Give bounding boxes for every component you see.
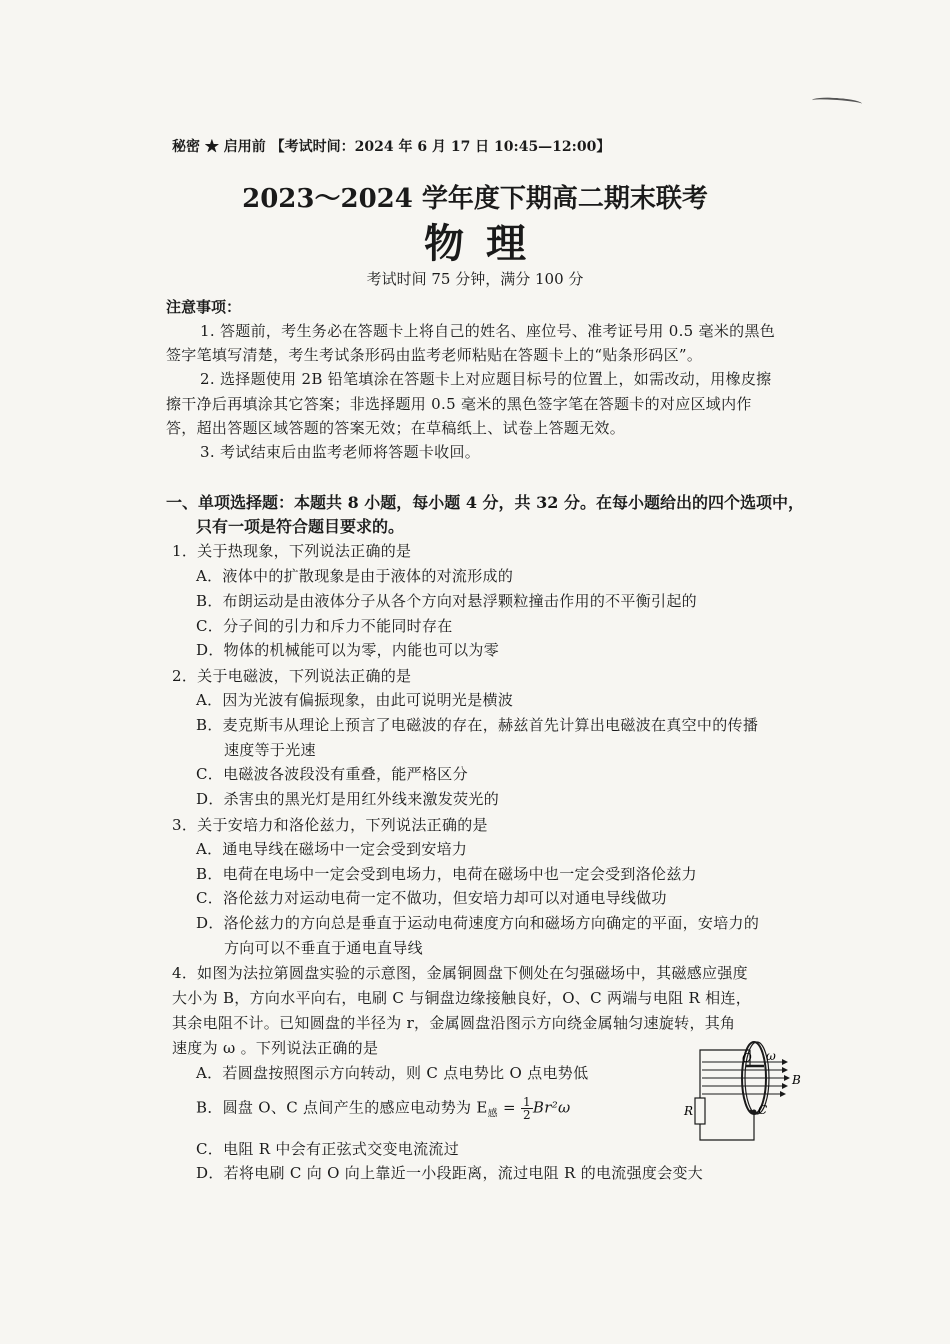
question-3-option-a: A．通电导线在磁场中一定会受到安培力 bbox=[196, 840, 468, 858]
subject-title: 物理 bbox=[424, 220, 548, 267]
question-4-stem-line: 其余电阻不计。已知圆盘的半径为 r，金属圆盘沿图示方向绕金属轴匀速旋转，其角 bbox=[172, 1014, 736, 1032]
section-heading: 一、单项选择题：本题共 8 小题，每小题 4 分，共 32 分。在每小题给出的四个选项中， bbox=[166, 493, 804, 512]
notice-line: 3. 考试结束后由监考老师将答题卡收回。 bbox=[200, 443, 481, 461]
label-c: C bbox=[758, 1103, 768, 1117]
notice-line: 答，超出答题区域答题的答案无效；在草稿纸上、试卷上答题无效。 bbox=[166, 419, 626, 437]
label-b: B bbox=[792, 1073, 801, 1087]
question-2-option-a: A．因为光波有偏振现象，由此可说明光是横波 bbox=[196, 691, 514, 709]
label-omega: ω bbox=[766, 1049, 776, 1063]
notice-line: 2. 选择题使用 2B 铅笔填涂在答题卡上对应题目标号的位置上，如需改动，用橡皮擦 bbox=[200, 370, 772, 388]
question-1-option-d: D．物体的机械能可以为零，内能也可以为零 bbox=[196, 641, 500, 659]
question-1-stem: 1．关于热现象，下列说法正确的是 bbox=[172, 542, 412, 560]
resistor bbox=[695, 1098, 705, 1124]
notice-line: 擦干净后再填涂其它答案；非选择题用 0.5 毫米的黑色签字笔在答题卡的对应区域内作 bbox=[166, 395, 752, 413]
question-4-option-b bbox=[196, 1096, 571, 1121]
exam-title: 2023～2024 学年度下期高二期末联考 bbox=[242, 184, 708, 214]
question-4-stem: 4．如图为法拉第圆盘实验的示意图，金属铜圆盘下侧处在匀强磁场中，其磁感应强度 bbox=[172, 964, 748, 982]
question-1-option-a: A．液体中的扩散现象是由于液体的对流形成的 bbox=[196, 567, 514, 585]
fraction-numerator: 1 bbox=[522, 1095, 531, 1109]
label-r: R bbox=[684, 1104, 694, 1118]
question-3-option-c: C．洛伦兹力对运动电荷一定不做功，但安培力却可以对通电导线做功 bbox=[196, 889, 667, 907]
question-2-stem: 2．关于电磁波，下列说法正确的是 bbox=[172, 667, 412, 685]
question-3-stem: 3．关于安培力和洛伦兹力，下列说法正确的是 bbox=[172, 816, 488, 834]
question-4-option-d: D．若将电刷 C 向 O 向上靠近一小段距离，流过电阻 R 的电流强度会变大 bbox=[196, 1164, 704, 1182]
notice-line: 签字笔填写清楚，考生考试条形码由监考老师粘贴在答题卡上的“贴条形码区”。 bbox=[166, 346, 703, 364]
question-4-stem-line: 大小为 B，方向水平向右，电刷 C 与铜盘边缘接触良好，O、C 两端与电阻 R 相连， bbox=[172, 989, 752, 1007]
question-4-stem-line: 速度为 ω 。下列说法正确的是 bbox=[172, 1039, 379, 1057]
option-b-text: B．圆盘 O、C 点间产生的感应电动势为 E bbox=[196, 1098, 488, 1117]
equals-sign: = bbox=[497, 1098, 521, 1117]
secret-line: 秘密 ★ 启用前 【考试时间：2024 年 6 月 17 日 10:45—12:00】 bbox=[172, 139, 611, 155]
emf-subscript: 感 bbox=[487, 1108, 498, 1120]
question-2-option-b-cont: 速度等于光速 bbox=[224, 741, 316, 759]
question-2-option-b: B．麦克斯韦从理论上预言了电磁波的存在，赫兹首先计算出电磁波在真空中的传播 bbox=[196, 716, 759, 734]
question-3-option-b: B．电荷在电场中一定会受到电场力，电荷在磁场中也一定会受到洛伦兹力 bbox=[196, 865, 697, 883]
fraction-denominator: 2 bbox=[522, 1108, 531, 1122]
fraction-half bbox=[521, 1096, 533, 1121]
scan-mark bbox=[812, 96, 862, 107]
notice-line: 1. 答题前，考生务必在答题卡上将自己的姓名、座位号、准考证号用 0.5 毫米的黑色 bbox=[200, 322, 776, 340]
emf-formula: Br²ω bbox=[532, 1098, 571, 1117]
question-4-option-a: A．若圆盘按照图示方向转动，则 C 点电势比 O 点电势低 bbox=[196, 1064, 589, 1082]
question-1-option-c: C．分子间的引力和斥力不能同时存在 bbox=[196, 617, 453, 635]
faraday-disc-diagram bbox=[680, 1040, 820, 1150]
exam-duration: 考试时间 75 分钟，满分 100 分 bbox=[366, 270, 584, 288]
question-4-option-c: C．电阻 R 中会有正弦式交变电流流过 bbox=[196, 1140, 460, 1158]
section-heading-cont: 只有一项是符合题目要求的。 bbox=[196, 517, 405, 536]
question-3-option-d-cont: 方向可以不垂直于通电直导线 bbox=[224, 939, 423, 957]
label-o: O bbox=[742, 1051, 752, 1065]
question-3-option-d: D．洛伦兹力的方向总是垂直于运动电荷速度方向和磁场方向确定的平面，安培力的 bbox=[196, 914, 760, 932]
question-1-option-b: B．布朗运动是由液体分子从各个方向对悬浮颗粒撞击作用的不平衡引起的 bbox=[196, 592, 697, 610]
question-2-option-d: D．杀害虫的黑光灯是用红外线来激发荧光的 bbox=[196, 790, 500, 808]
brush-c bbox=[752, 1110, 757, 1115]
question-2-option-c: C．电磁波各波段没有重叠，能严格区分 bbox=[196, 765, 468, 783]
notice-title: 注意事项： bbox=[166, 298, 242, 316]
